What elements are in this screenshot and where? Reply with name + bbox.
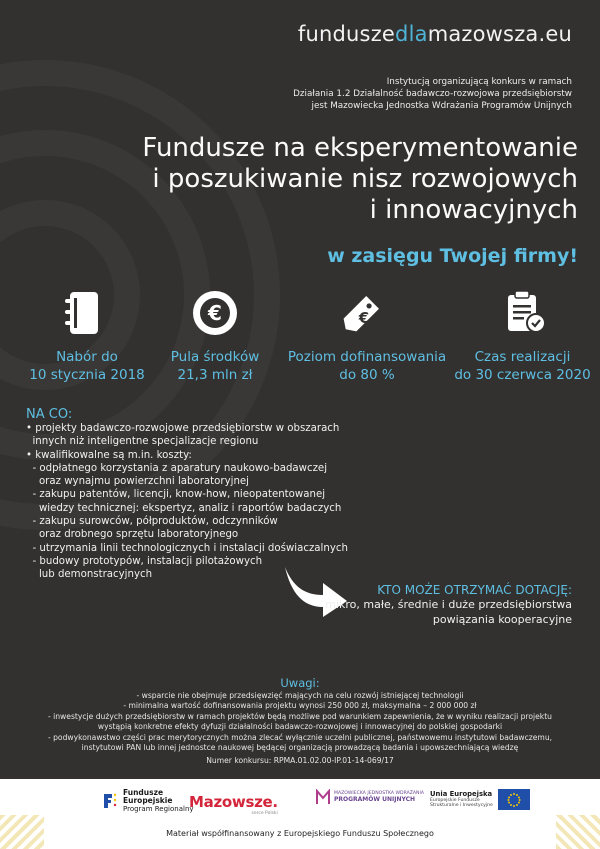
site-url[interactable]: funduszedlamazowsza.eu [297,22,572,46]
list-item: wiedzy technicznej: ekspertyz, analiz i raportów badaczych [26,502,342,514]
list-item: lub demonstracyjnych [26,569,153,581]
svg-text:€: € [358,309,370,327]
stat-value: 10 stycznia 2018 [29,367,145,383]
eu-logo [430,789,530,810]
svg-text:€: € [208,301,222,325]
note-line: - inwestycje dużych przedsiębiorstw w ramach projektów będą możliwe pod warunkiem zapewnienia, że w wyniku realizacji projektu [47,711,552,721]
section-title-na-co: NA CO: [26,407,73,422]
applicant-line: mikro, małe, średnie i duże przedsiębiorstwa [325,598,572,611]
headline-line: Fundusze na eksperymentowanie [142,133,578,163]
eu-title: Unia Europejska [430,789,493,798]
stat-value: do 30 czerwca 2020 [454,367,591,383]
fe-line: Fundusze [123,788,164,797]
list-item: - zakupu patentów, licencji, know-how, nieopatentowanej [26,489,326,501]
list-item: oraz wynajmu powierzchni laboratoryjnej [26,476,249,488]
stat-value: do 80 % [339,367,395,383]
cofinancing-note: Materiał współfinansowany z Europejskiego Funduszu Społecznego [166,829,434,838]
headline-highlight: w zasięgu Twojej firmy! [327,245,578,267]
competition-number: Numer konkursu: RPMA.01.02.00-IP.01-14-069/17 [206,756,394,765]
list-item: • kwalifikowalne są m.in. koszty: [26,449,192,461]
list-item: innych niż inteligentne specjalizacje regionu [26,436,259,448]
stat-budget [150,348,280,384]
organizer-line: Instytucją organizującą konkurs w ramach [386,77,572,87]
stat-value: 21,3 mln zł [177,367,253,383]
stat-deadline [22,348,152,384]
list-item: oraz drobnego sprzętu laboratoryjnego [26,529,239,541]
mjwpu-line: PROGRAMÓW UNIJNYCH [334,795,416,803]
organizer-info [212,76,572,112]
stat-label: Pula środków [170,349,260,365]
stat-label: Nabór do [56,349,118,365]
euro-tag-icon [339,290,385,336]
fe-line: Program Regionalny [123,805,194,813]
notebook-icon [59,290,105,336]
headline-line: i poszukiwanie nisz rozwojowych [152,164,578,194]
eligible-applicants [325,583,572,627]
footer-logos [0,779,600,849]
clipboard-check-icon [503,290,549,336]
stat-label: Poziom dofinansowania [287,349,447,365]
eligible-costs-list [26,422,356,582]
headline [58,133,578,226]
eu-line: Strukturalne i Inwestycyjne [430,803,493,808]
stat-duration [445,348,600,384]
stat-cofunding [277,348,457,384]
applicant-line: powiązania kooperacyjne [432,613,572,626]
note-line: instytutowi PAN lub innej jednostce naukowej będącej organizacją prowadzącą badania i upowszechniającą wiedzę [81,743,519,753]
stats-row [0,290,600,390]
mazowsze-wordmark: Mazowsze. [189,793,278,811]
mjwpu-mark-icon [316,789,330,805]
euro-coin-icon [192,290,238,336]
mazowsze-tagline: serce Polski [251,811,278,816]
fe-line: Europejskie [123,796,173,805]
fundusze-europejskie-logo [102,789,194,813]
mjwpu-logo [316,789,424,805]
headline-line: i innowacyjnych [369,195,578,225]
note-line: - podwykonawstwo części prac merytorycznych można zlecać wyłącznie uczelni publicznej, państwowemu instytutowi badawczemu, [47,732,553,742]
note-line: wystąpią konkretne efekty dyfuzji działalności badawczo-rozwojowej i innowacyjnej do polskiej gospodarki [97,722,503,732]
eu-flag-icon [498,789,530,810]
list-item: - odpłatnego korzystania z aparatury naukowo-badawczej [26,462,328,474]
note-line: - minimalna wartość dofinansowania projektu wynosi 250 000 zł, maksymalna – 2 000 000 zł [123,701,477,711]
organizer-line: Działania 1.2 Działalność badawczo-rozwojowa przedsiębiorstw [293,89,572,99]
mazowsze-logo [189,793,278,816]
list-item: - utrzymania linii technologicznych i instalacji doświaczalnych [26,542,348,554]
list-item: • projekty badawczo-rozwojowe przedsiębiorstw w obszarach [26,423,340,434]
organizer-line: jest Mazowiecka Jednostka Wdrażania Programów Unijnych [311,101,572,111]
note-line: - wsparcie nie obejmuje przedsięwzięć mających na celu rozwój istniejącej technologii [136,691,464,700]
notes-section [0,676,600,753]
section-title-uwagi: Uwagi: [280,676,320,690]
stat-label: Czas realizacji [474,349,571,365]
list-item: - zakupu surowców, półproduktów, odczynników [26,516,278,528]
mjwpu-line: MAZOWIECKA JEDNOSTKA WDRAŻANIA [334,790,424,796]
fe-stars-icon [102,791,118,811]
eu-line: Europejskie Fundusze [430,797,480,803]
section-title-kto: KTO MOŻE OTRZYMAĆ DOTACJĘ: [377,583,572,597]
list-item: - budowy prototypów, instalacji pilotażowych [26,555,263,567]
